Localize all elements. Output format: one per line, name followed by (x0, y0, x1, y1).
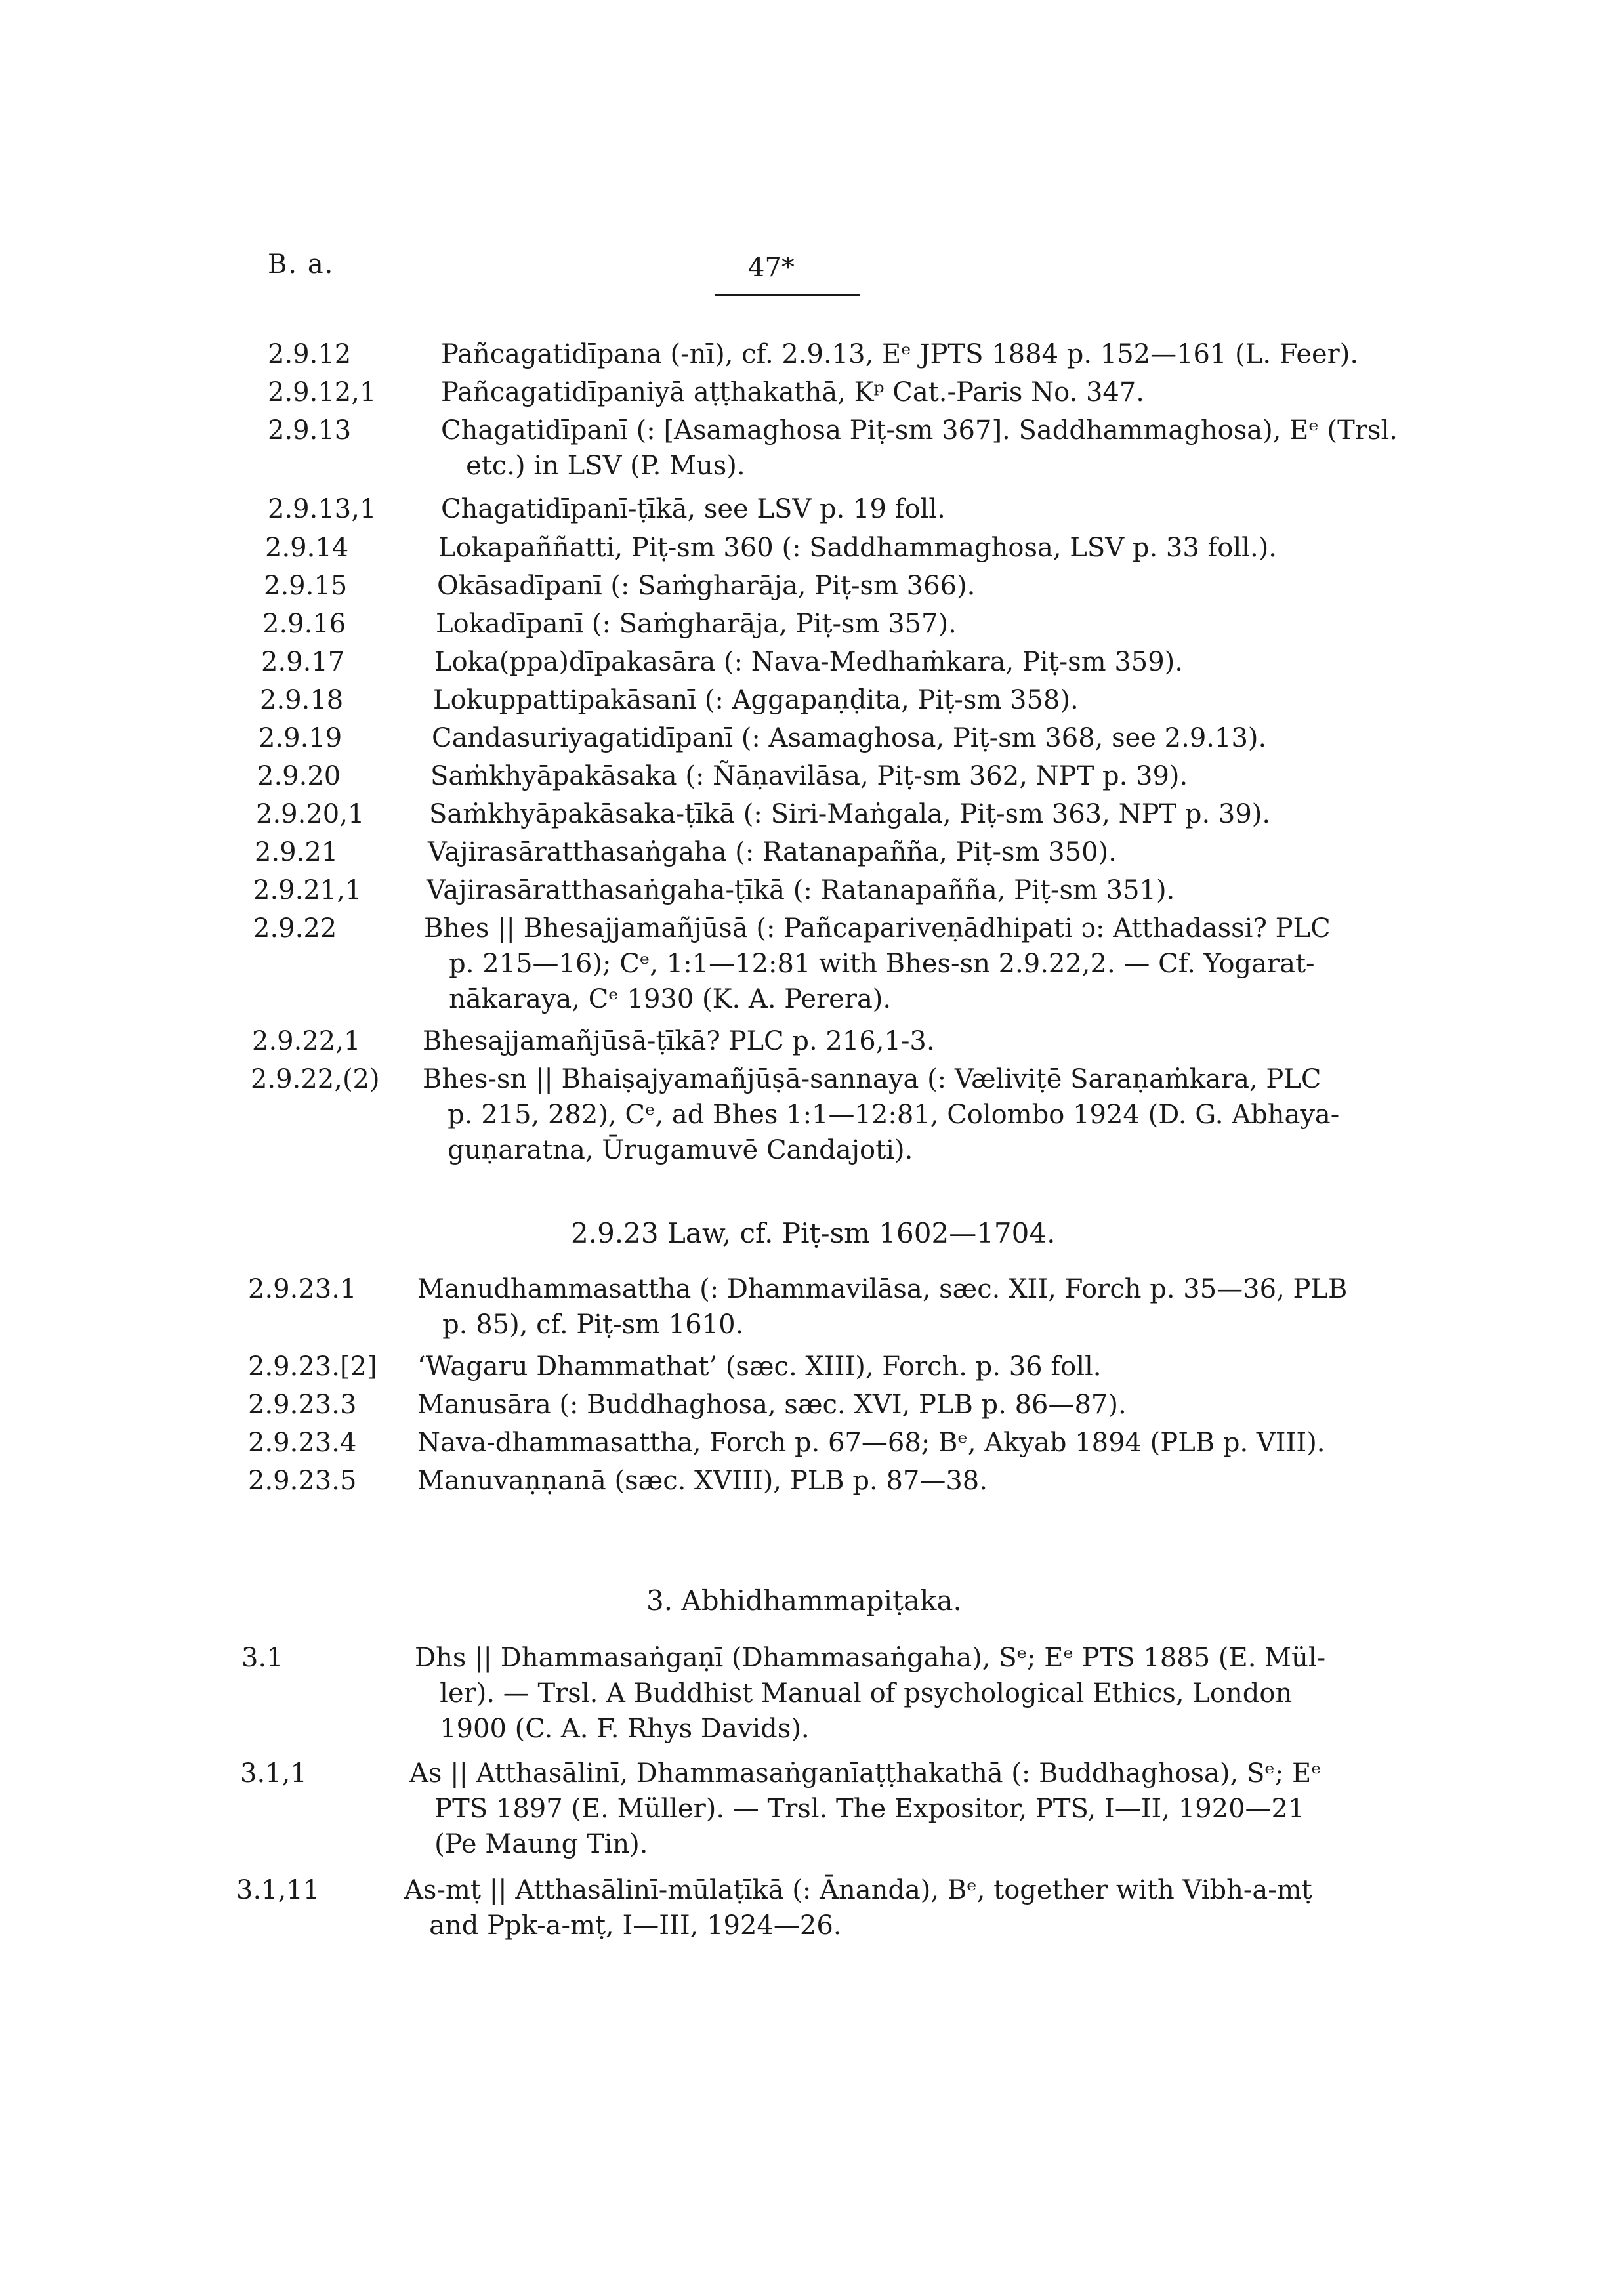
entry-number: 2.9.13 (268, 415, 352, 445)
entry-text: As || Atthasālinī, Dhammasaṅganīaṭṭhakathā (: Buddhaghosa), Sᵉ; Eᵉ PTS 1897 (E. Müller). — Trsl. The Expositor, PTS, I—II, 1920—21 (Pe Maung Tin). (409, 1758, 1322, 1859)
entry-text: Okāsadīpanī (: Saṁgharāja, Piṭ-sm 366). (437, 571, 976, 601)
entry-number: 2.9.23.5 (248, 1466, 357, 1496)
entry-number: 2.9.23.3 (248, 1390, 357, 1420)
entry-text: Chagatidīpanī (: [Asamaghosa Piṭ-sm 367]. Saddhammaghosa), Eᵉ (Trsl. etc.) in LSV (P. Mus). (441, 415, 1398, 481)
entry-number: 2.9.21,1 (253, 875, 362, 905)
entry-number: 2.9.19 (259, 723, 343, 753)
entry-number: 2.9.20,1 (256, 799, 365, 829)
entry-text: Saṁkhyāpakāsaka (: Ñāṇavilāsa, Piṭ-sm 362, NPT p. 39). (430, 761, 1188, 791)
entry-number: 2.9.17 (261, 647, 345, 677)
section-heading: 3. Abhidhammapiṭaka. (646, 1584, 962, 1617)
entry-text: Bhesajjamañjūsā-ṭīkā? PLC p. 216,1-3. (423, 1026, 935, 1056)
entry-text: Candasuriyagatidīpanī (: Asamaghosa, Piṭ-sm 368, see 2.9.13). (432, 723, 1267, 753)
section-heading: 2.9.23 Law, cf. Piṭ-sm 1602—1704. (571, 1217, 1056, 1249)
entry-text: Nava-dhammasattha, Forch p. 67—68; Bᵉ, Akyab 1894 (PLB p. VIII). (417, 1428, 1325, 1458)
entry-number: 2.9.14 (265, 533, 349, 563)
entry-text: Pañcagatidīpaniyā aṭṭhakathā, Kᵖ Cat.-Paris No. 347. (441, 377, 1145, 407)
entry-number: 2.9.23.1 (248, 1274, 357, 1304)
entry-number: 2.9.18 (260, 685, 344, 715)
header-rule (715, 294, 860, 296)
entry-text: As-mṭ || Atthasālinī-mūlaṭīkā (: Ānanda), Bᵉ, together with Vibh-a-mṭ and Ppk-a-mṭ, I—III, 1924—26. (404, 1875, 1312, 1941)
entry-number: 2.9.15 (264, 571, 348, 601)
entry-number: 2.9.22,(2) (251, 1064, 380, 1094)
entry-number: 2.9.12,1 (268, 377, 377, 407)
entry-number: 2.9.21 (255, 837, 339, 867)
entry-text: Vajirasāratthasaṅgaha (: Ratanapañña, Piṭ-sm 350). (428, 837, 1117, 867)
entry-text: Lokuppattipakāsanī (: Aggapaṇḍita, Piṭ-sm 358). (433, 685, 1079, 715)
entry-number: 2.9.16 (262, 609, 346, 639)
entry-text: Bhes-sn || Bhaiṣajyamañjūṣā-sannaya (: Væliviṭē Saraṇaṁkara, PLC p. 215, 282), Cᵉ, ad Bhes 1:1—12:81, Colombo 1924 (D. G. Abhaya- guṇaratna, Ūrugamuvē Candajoti). (423, 1064, 1340, 1165)
entry-number: 3.1 (241, 1643, 283, 1673)
entry-text: Chagatidīpanī-ṭīkā, see LSV p. 19 foll. (441, 494, 946, 524)
entry-text: ‘Wagaru Dhammathat’ (sæc. XIII), Forch. p. 36 foll. (417, 1352, 1102, 1382)
entry-text: Manuvaṇṇanā (sæc. XVIII), PLB p. 87—38. (417, 1466, 988, 1496)
entry-text: Vajirasāratthasaṅgaha-ṭīkā (: Ratanapañña, Piṭ-sm 351). (427, 875, 1175, 905)
entry-number: 2.9.22,1 (252, 1026, 361, 1056)
entry-text: Manusāra (: Buddhaghosa, sæc. XVI, PLB p. 86—87). (417, 1390, 1127, 1420)
running-header: B. a. (268, 249, 335, 279)
entry-number: 2.9.20 (257, 761, 341, 791)
entry-number: 2.9.23.[2] (248, 1352, 377, 1382)
entry-number: 2.9.22 (253, 913, 337, 943)
entry-number: 2.9.13,1 (268, 494, 377, 524)
entry-text: Saṁkhyāpakāsaka-ṭīkā (: Siri-Maṅgala, Piṭ-sm 363, NPT p. 39). (429, 799, 1271, 829)
entry-number: 2.9.12 (268, 339, 352, 369)
entry-text: Bhes || Bhesajjamañjūsā (: Pañcapariveṇādhipati ɔ: Atthadassi? PLC p. 215—16); Cᵉ, 1:1—12:81 with Bhes-sn 2.9.22,2. — Cf. Yogarat- nākaraya, Cᵉ 1930 (K. A. Perera). (424, 913, 1331, 1014)
entry-text: Loka(ppa)dīpakasāra (: Nava-Medhaṁkara, Piṭ-sm 359). (434, 647, 1183, 677)
entry-number: 3.1,11 (236, 1875, 320, 1905)
entry-number: 3.1,1 (240, 1758, 307, 1788)
page-number: 47* (748, 253, 795, 283)
entry-text: Dhs || Dhammasaṅgaṇī (Dhammasaṅgaha), Sᵉ; Eᵉ PTS 1885 (E. Mül- ler). — Trsl. A Buddhist Manual of psychological Ethics, London 1900 (C. A. F. Rhys Davids). (415, 1643, 1326, 1744)
entry-text: Lokadīpanī (: Saṁgharāja, Piṭ-sm 357). (436, 609, 957, 639)
entry-text: Pañcagatidīpana (-nī), cf. 2.9.13, Eᵉ JPTS 1884 p. 152—161 (L. Feer). (441, 339, 1359, 369)
entry-number: 2.9.23.4 (248, 1428, 357, 1458)
entry-text: Lokapaññatti, Piṭ-sm 360 (: Saddhammaghosa, LSV p. 33 foll.). (438, 533, 1278, 563)
entry-text: Manudhammasattha (: Dhammavilāsa, sæc. XII, Forch p. 35—36, PLB p. 85), cf. Piṭ-sm 1610. (417, 1274, 1348, 1340)
